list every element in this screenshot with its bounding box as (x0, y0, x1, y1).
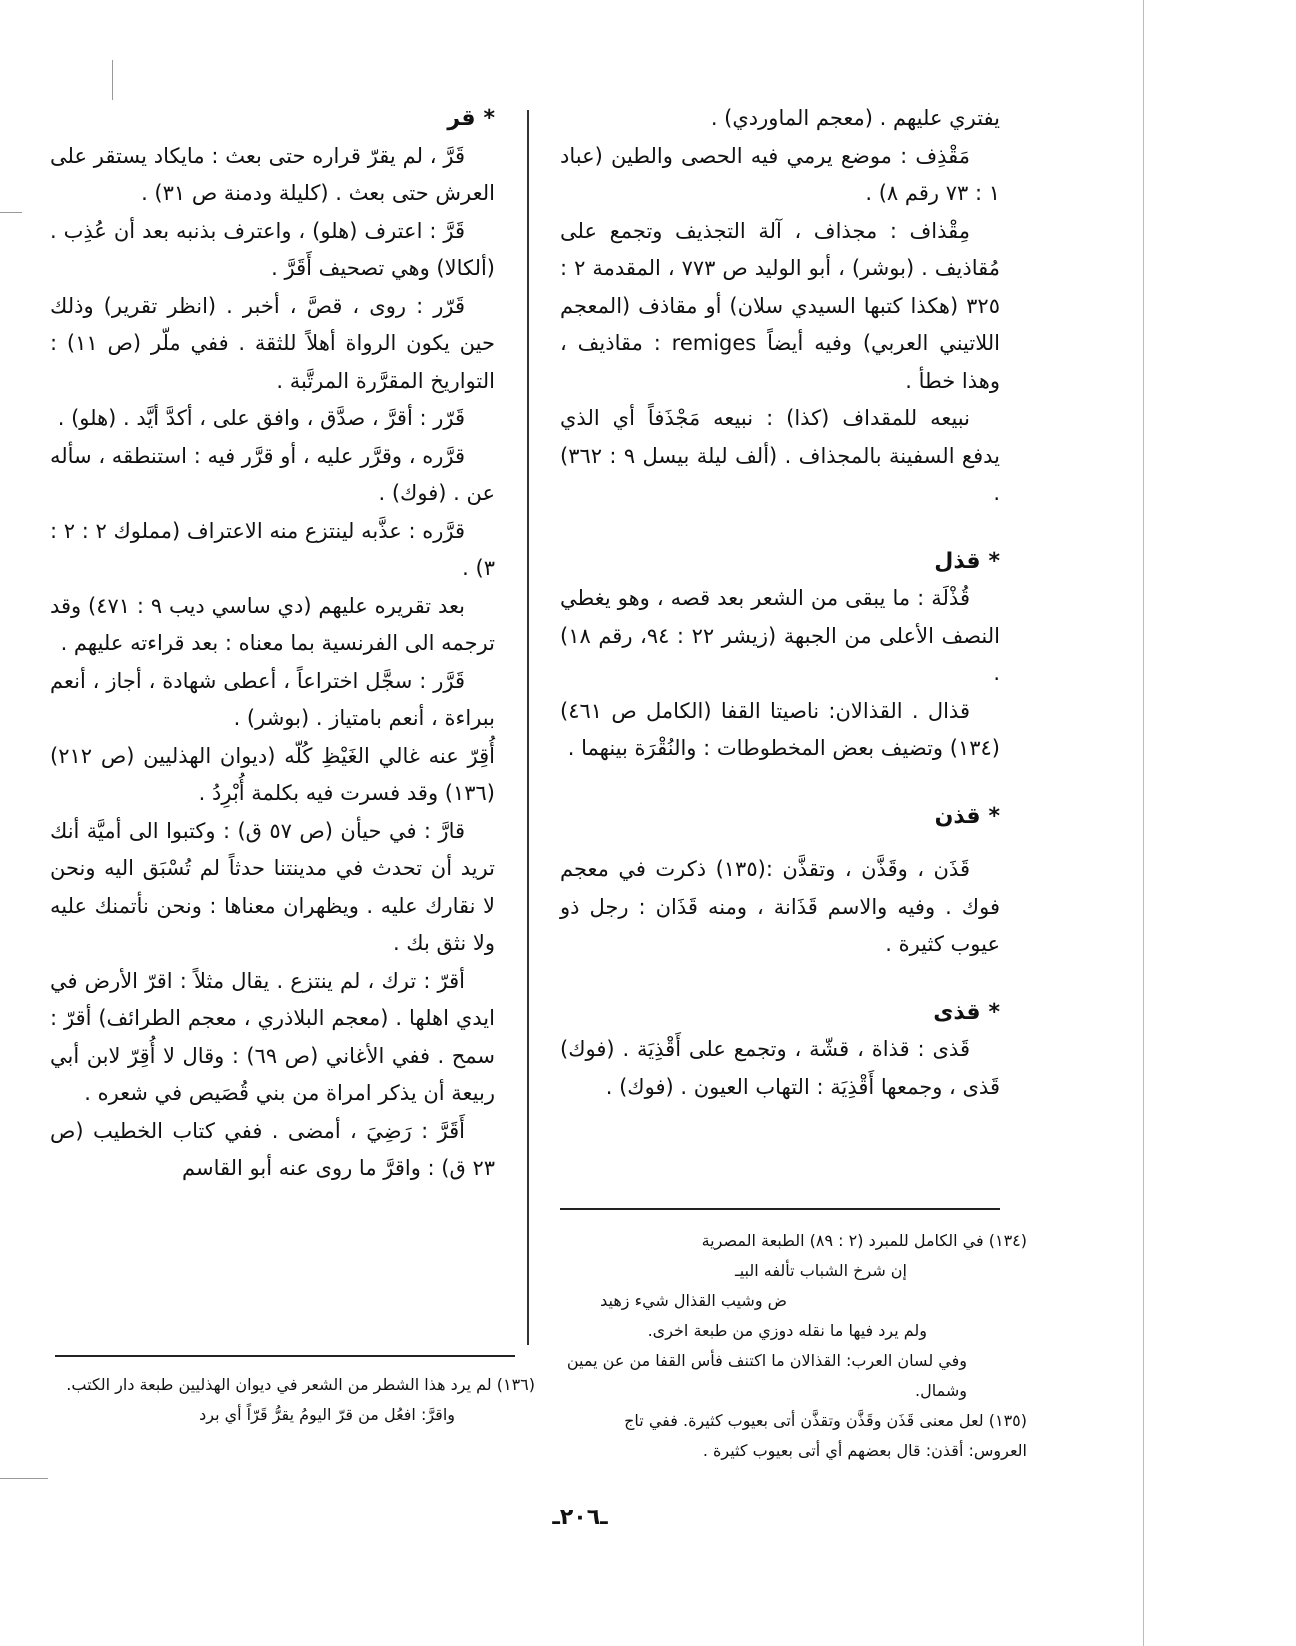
footnotes-right (565, 1226, 1027, 1466)
left-column (50, 100, 495, 1188)
heading-text: قذل (934, 548, 981, 574)
page-number: ـ٢٠٦ـ (552, 1505, 608, 1530)
paragraph: قَرّر : روى ، قصَّ ، أخبر . (انظر تقرير) وذلك حين يكون الرواة أهلاً للثقة . ففي ملّر (ص ١١) : التواريخ المقرَّرة المرتَّبة . (50, 293, 495, 393)
footnote: ض وشيب القذال شيء زهيد (600, 1291, 787, 1310)
star-bullet-icon: * (988, 548, 1000, 574)
footnote: إن شرخ الشباب تألفه البيـ (735, 1261, 907, 1280)
footnote-rule (560, 1208, 1000, 1210)
paragraph: قرَّره ، وقرَّر عليه ، أو قرَّر فيه : استنطقه ، سأله عن . (فوك) . (50, 443, 495, 505)
heading-text: قذى (933, 999, 981, 1025)
paragraph: قَرّر : أقرَّ ، صدَّق ، وافق على ، أكدَّ أيَّد . (هلو) . (57, 406, 465, 430)
column-divider (527, 110, 529, 1345)
footnote: ولم يرد فيها ما نقله دوزي من طبعة اخرى. (647, 1321, 927, 1340)
paragraph: نبيعه للمقداف (كذا) : نبيعه مَجْذَفاً أي الذي يدفع السفينة بالمجذاف . (ألف ليلة بيسل ٩ : ٣٦٢) . (560, 406, 1000, 505)
paragraph: قرَّره : عذَّبه لينتزع منه الاعتراف (مملوك ٢ : ٢ : ٣) . (50, 518, 495, 580)
paragraph: قُذْلَة : ما يبقى من الشعر بعد قصه ، وهو يغطي النصف الأعلى من الجبهة (زيشر ٢٢ : ٩٤، رقم ١٨) . (560, 586, 1000, 685)
paragraph: أقرّ : ترك ، لم ينتزع . يقال مثلاً : اقرّ الأرض في ايدي اهلها . (معجم البلاذري ، معجم الطرائف) أقرّ : سمح . ففي الأغاني (ص ٦٩) : وقال لا أُقِرّ لابن أبي ربيعة أن يذكر امراة من بني قُصَيص في شعره . (50, 968, 495, 1105)
paragraph: أُقِرّ عنه غالي الغَيْظِ كُلّه (ديوان الهذليين (ص ٢١٢)(١٣٦) وقد فسرت فيه بكلمة أُبْرِدُ . (50, 743, 495, 805)
paragraph: قَذَن ، وقَذَّن ، وتقذَّن :(١٣٥) ذكرت في معجم فوك . وفيه والاسم قَذَانة ، ومنه قَذَان : رجل ذو عيوب كثيرة . (560, 857, 1000, 956)
footnotes-left (55, 1370, 535, 1430)
paragraph: قَرَّ : اعترف (هلو) ، واعترف بذنبه بعد أن عُذِب . (ألكالا) وهي تصحيف أَقَرَّ . (50, 218, 495, 280)
entry-heading (560, 994, 1000, 1032)
paragraph: قَرَّ ، لم يقرّ قراره حتى بعث : مايكاد يستقر على العرش حتى بعث . (كليلة ودمنة ص ٣١) . (50, 143, 495, 205)
scan-edge-line (1143, 0, 1144, 1646)
scan-mark (0, 212, 22, 213)
paragraph: يفتري عليهم . (معجم الماوردي) . (710, 106, 1000, 130)
paragraph: قَذى : قذاة ، قشّة ، وتجمع على أَقْذِيَة . (فوك) قَذى ، وجمعها أَقْذِيَة : التهاب العيون . (فوك) . (560, 1037, 1000, 1099)
scan-mark (112, 60, 113, 100)
paragraph: قارَّ : في حيأن (ص ٥٧ ق) : وكتبوا الى أميَّة أنك تريد أن تحدث في مدينتنا حدثاً لم تُسْبَق اليه ونحن لا نقارك عليه . ويظهران معناها : ونحن نأتمنك عليه ولا نثق بك . (50, 818, 495, 955)
heading-text: قر (447, 106, 476, 131)
paragraph: قَرَّر : سجَّل اختراعاً ، أعطى شهادة ، أجاز ، أنعم ببراءة ، أنعم بامتياز . (بوشر) . (50, 668, 495, 730)
star-bullet-icon: * (483, 106, 495, 131)
footnote: وفي لسان العرب: القذالان ما اكتنف فأس القفا من عن يمين وشمال. (566, 1351, 967, 1400)
heading-text: قذن (934, 803, 981, 829)
right-column (560, 100, 1000, 1106)
entry-heading (560, 543, 1000, 581)
scan-mark (0, 1478, 48, 1479)
star-bullet-icon: * (988, 999, 1000, 1025)
paragraph: مَقْذِف : موضع يرمي فيه الحصى والطين (عباد ١ : ٧٣ رقم ٨) . (560, 143, 1000, 205)
star-bullet-icon: * (988, 803, 1000, 829)
paragraph: بعد تقريره عليهم (دي ساسي ديب ٩ : ٤٧١) وقد ترجمه الى الفرنسية بما معناه : بعد قراءته عليهم . (50, 593, 495, 655)
footnote-rule (55, 1355, 515, 1357)
footnote: (١٣٦) لم يرد هذا الشطر من الشعر في ديوان الهذليين طبعة دار الكتب. (66, 1375, 535, 1394)
paragraph: أَقَرَّ : رَضِيَ ، أمضى . ففي كتاب الخطيب (ص ٢٣ ق) : واقرَّ ما روى عنه أبو القاسم (50, 1118, 495, 1180)
paragraph: قذال . القذالان: ناصيتا القفا (الكامل ص ٤٦١)(١٣٤) وتضيف بعض المخطوطات : والنُقْرَة بينهما . (560, 698, 1000, 760)
entry-heading (560, 798, 1000, 836)
paragraph: مِقْذاف : مجذاف ، آلة التجذيف وتجمع على مُقاذيف . (بوشر) ، أبو الوليد ص ٧٧٣ ، المقدمة ٢ : ٣٢٥ (هكذا كتبها السيدي سلان) أو مقاذف (المعجم اللاتيني العربي) وفيه أيضاً remiges : مقاذيف ، وهذا خطأ . (560, 218, 1000, 393)
footnote: (١٣٥) لعل معنى قَذَن وقَذَّن وتقذَّن أتى بعيوب كثيرة. ففي تاج العروس: أقذن: قال بعضهم أي أتى بعيوب كثيرة . (624, 1411, 1027, 1460)
entry-heading (50, 100, 495, 138)
footnote: واقرَّ: افعُل من قرّ اليومُ يقرُّ قَرّاً أي برد (199, 1405, 455, 1424)
footnote: (١٣٤) في الكامل للمبرد (٢ : ٨٩) الطبعة المصرية (701, 1231, 1027, 1250)
